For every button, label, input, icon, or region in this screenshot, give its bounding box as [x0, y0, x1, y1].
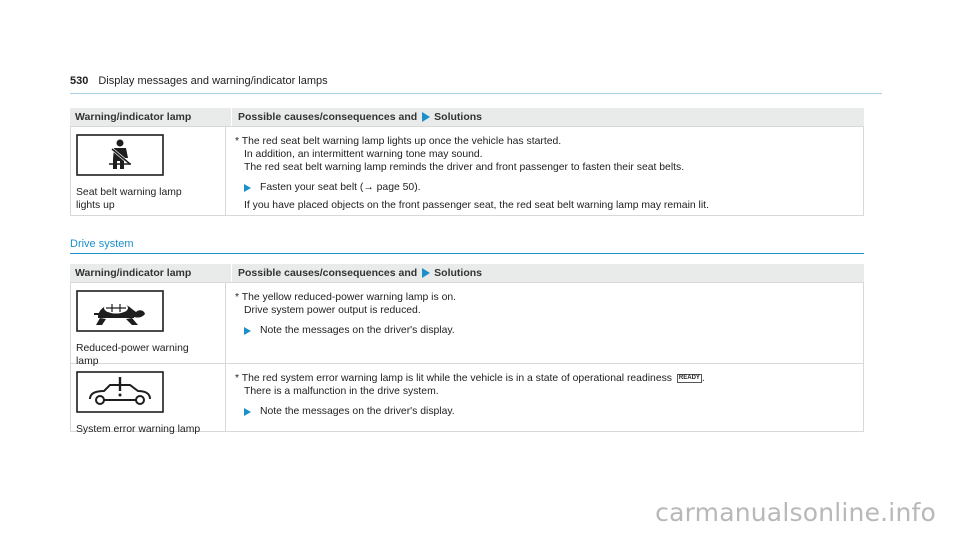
cause-text — [235, 372, 855, 385]
lamp-label: Reduced-power warning lamp — [76, 343, 189, 367]
cause-text: In addition, an intermittent warning tone may sound. — [244, 149, 483, 160]
drive-system-table — [70, 264, 864, 435]
seat-belt-table — [70, 108, 864, 216]
cause-text: The red seat belt warning lamp reminds the driver and front passenger to fasten their seat belts. — [244, 162, 685, 173]
page-heading: Display messages and warning/indicator lamps — [98, 75, 328, 87]
causes-cell — [226, 283, 864, 363]
solution-item — [244, 405, 855, 418]
arrow-icon — [422, 112, 430, 122]
lamp-label: System error warning lamp — [76, 424, 201, 435]
car-drive-error-icon — [76, 371, 164, 413]
note-text: If you have placed objects on the front passenger seat, the red seat belt warning lamp may remain lit. — [244, 200, 709, 211]
causes-cell — [226, 364, 864, 431]
table-row — [70, 127, 864, 216]
col-header-causes — [231, 264, 864, 282]
cause-text: * The red seat belt warning lamp lights up once the vehicle has started. — [235, 136, 562, 147]
seat-belt-icon — [76, 134, 164, 176]
table-header — [70, 108, 864, 127]
lamp-cell — [70, 283, 226, 367]
col-header-lamp: Warning/indicator lamp — [75, 111, 192, 123]
arrow-icon — [422, 268, 430, 278]
arrow-icon — [244, 408, 251, 416]
col-header-causes-text: Possible causes/consequences and — [238, 267, 418, 279]
table-header — [70, 264, 864, 283]
col-header-causes-text: Possible causes/consequences and — [238, 111, 418, 123]
lamp-label: Seat belt warning lamp lights up — [76, 187, 182, 211]
solution-item — [244, 324, 855, 337]
page-number: 530 — [70, 75, 89, 87]
table-row — [70, 283, 864, 367]
cause-text: There is a malfunction in the drive system. — [244, 386, 439, 397]
col-header-lamp: Warning/indicator lamp — [75, 267, 192, 279]
ready-badge: READY — [678, 374, 700, 381]
cause-text: * The yellow reduced-power warning lamp is on. — [235, 292, 457, 303]
turtle-icon — [76, 290, 164, 332]
solution-item — [244, 181, 855, 194]
solution-text: Note the messages on the driver's display. — [260, 406, 455, 417]
col-header-causes — [231, 108, 864, 126]
col-header-solutions-text: Solutions — [434, 267, 483, 279]
page-header — [70, 75, 882, 94]
lamp-cell — [70, 127, 226, 215]
solution-text: Note the messages on the driver's display. — [260, 325, 455, 336]
section-title: Drive system — [70, 238, 864, 254]
cause-text-main: * The red system error warning lamp is lit while the vehicle is in a state of operational readiness — [235, 373, 673, 384]
col-header-solutions-text: Solutions — [434, 111, 483, 123]
cause-text: Drive system power output is reduced. — [244, 305, 421, 316]
table-row — [70, 364, 864, 435]
lamp-cell — [70, 364, 226, 435]
watermark: carmanualsonline.info — [655, 498, 936, 527]
solution-text: Fasten your seat belt (→ page 50). — [260, 182, 421, 193]
causes-cell — [226, 127, 864, 215]
arrow-icon — [244, 184, 251, 192]
cause-text-end: . — [701, 373, 705, 384]
arrow-icon — [244, 327, 251, 335]
